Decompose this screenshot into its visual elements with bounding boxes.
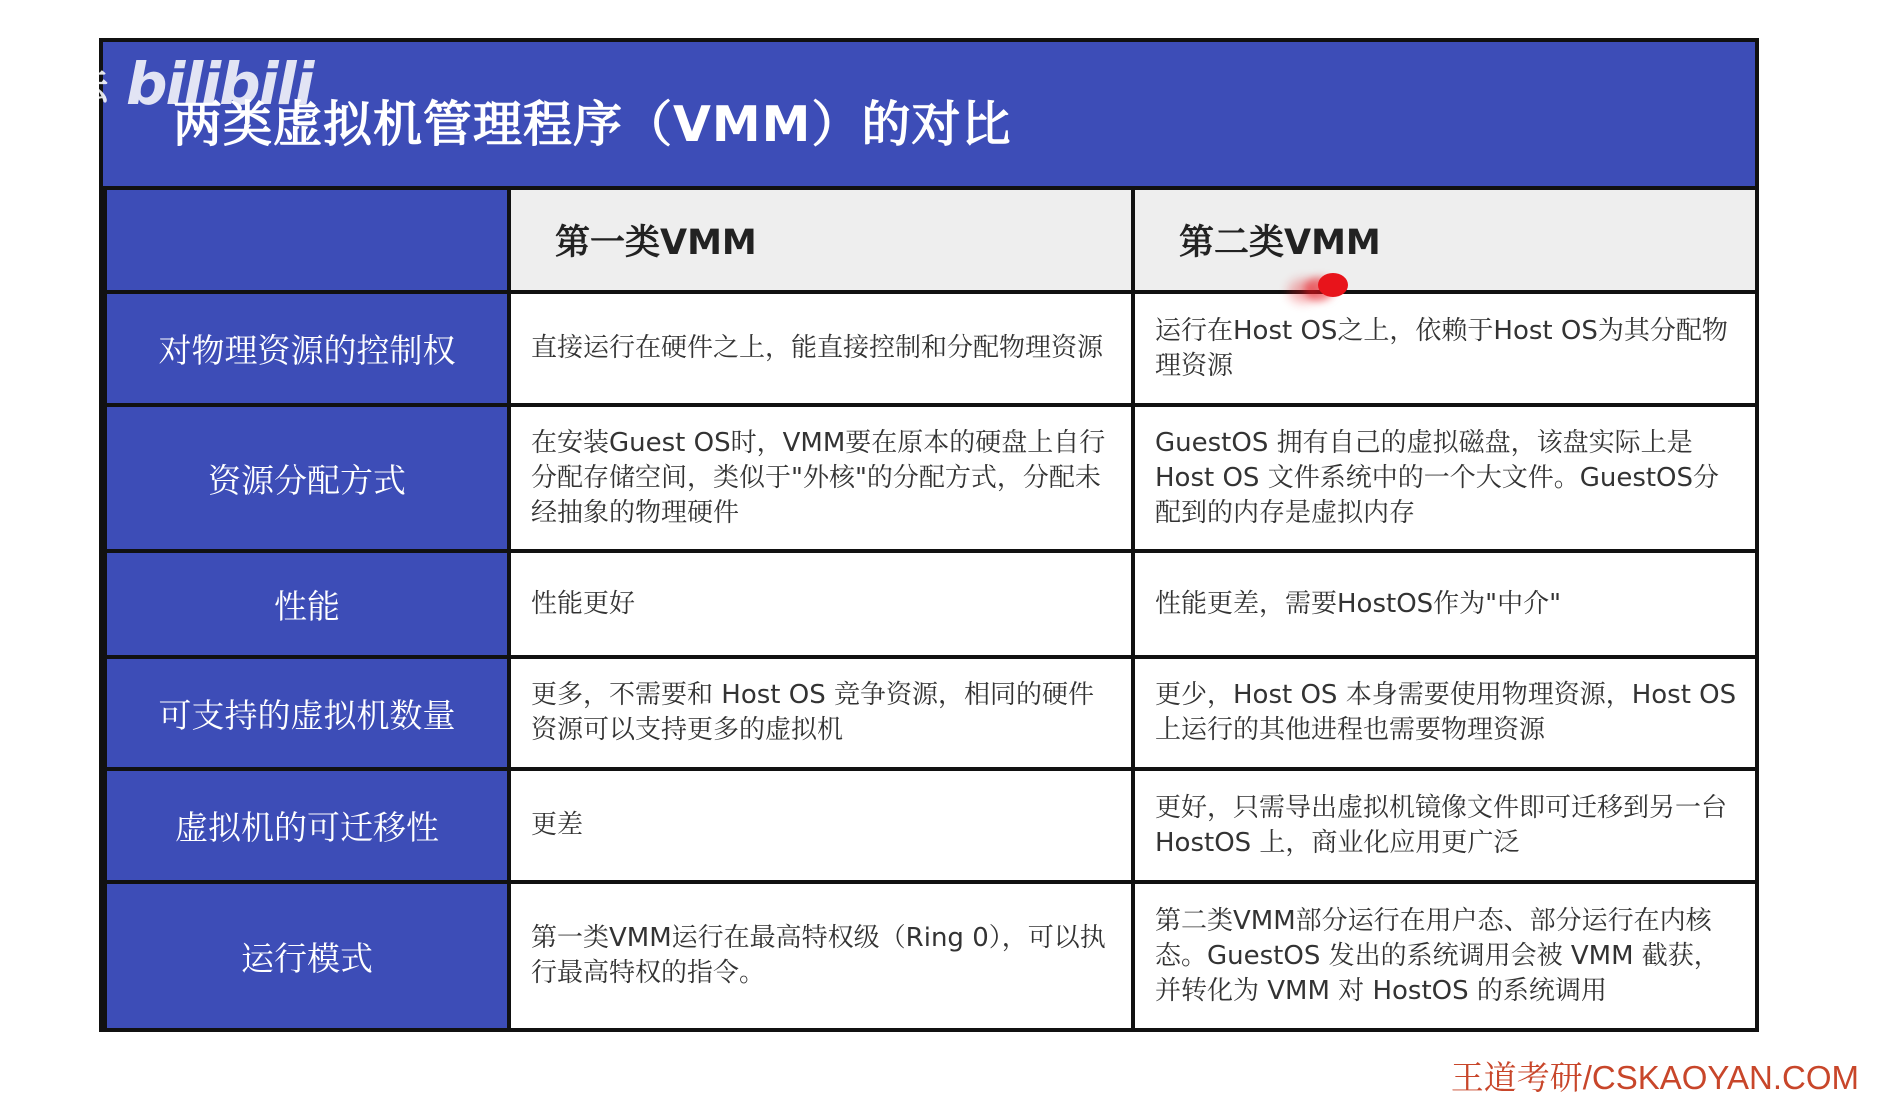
type1-cell: 性能更好 xyxy=(509,551,1133,657)
type2-cell: 运行在Host OS之上，依赖于Host OS为其分配物理资源 xyxy=(1133,292,1757,405)
type2-cell: 更少，Host OS 本身需要使用物理资源，Host OS 上运行的其他进程也需要物理资源 xyxy=(1133,657,1757,769)
column-header-type1: 第一类VMM xyxy=(509,188,1133,292)
slide-title: 两类虚拟机管理程序（VMM）的对比 xyxy=(173,96,1012,153)
table-row xyxy=(105,551,1757,657)
table-row xyxy=(105,292,1757,405)
type1-cell: 第一类VMM运行在最高特权级（Ring 0），可以执行最高特权的指令。 xyxy=(509,882,1133,1030)
row-label: 可支持的虚拟机数量 xyxy=(105,657,509,769)
table-row xyxy=(105,405,1757,551)
table-row xyxy=(105,657,1757,769)
bilibili-logo: bilibili xyxy=(126,50,313,118)
type1-cell: 更差 xyxy=(509,769,1133,882)
row-label: 性能 xyxy=(105,551,509,657)
comparison-table xyxy=(103,186,1759,1032)
type1-cell: 在安装Guest OS时，VMM要在原本的硬盘上自行分配存储空间，类似于"外核"的分配方式，分配未经抽象的物理硬件 xyxy=(509,405,1133,551)
type1-cell: 更多，不需要和 Host OS 竞争资源，相同的硬件资源可以支持更多的虚拟机 xyxy=(509,657,1133,769)
table-row xyxy=(105,882,1757,1030)
watermark-forum-text: 管论坛 xyxy=(0,66,109,108)
footer-brand: 王道考研/CSKAOYAN.COM xyxy=(1450,1059,1859,1096)
type2-cell: 性能更差，需要HostOS作为"中介" xyxy=(1133,551,1757,657)
header-corner-cell xyxy=(105,188,509,292)
type1-cell: 直接运行在硬件之上，能直接控制和分配物理资源 xyxy=(509,292,1133,405)
laser-pointer-dot xyxy=(1318,273,1348,297)
type2-cell: 第二类VMM部分运行在用户态、部分运行在内核态。GuestOS 发出的系统调用会被 VMM 截获，并转化为 VMM 对 HostOS 的系统调用 xyxy=(1133,882,1757,1030)
column-header-type2: 第二类VMM xyxy=(1133,188,1757,292)
title-bar xyxy=(103,42,1755,190)
table-header-row xyxy=(105,188,1757,292)
row-label: 资源分配方式 xyxy=(105,405,509,551)
type2-cell: GuestOS 拥有自己的虚拟磁盘，该盘实际上是 Host OS 文件系统中的一个大文件。GuestOS分配到的内存是虚拟内存 xyxy=(1133,405,1757,551)
slide-frame xyxy=(99,38,1759,1032)
row-label: 虚拟机的可迁移性 xyxy=(105,769,509,882)
row-label: 对物理资源的控制权 xyxy=(105,292,509,405)
row-label: 运行模式 xyxy=(105,882,509,1030)
type2-cell: 更好，只需导出虚拟机镜像文件即可迁移到另一台 HostOS 上，商业化应用更广泛 xyxy=(1133,769,1757,882)
table-row xyxy=(105,769,1757,882)
